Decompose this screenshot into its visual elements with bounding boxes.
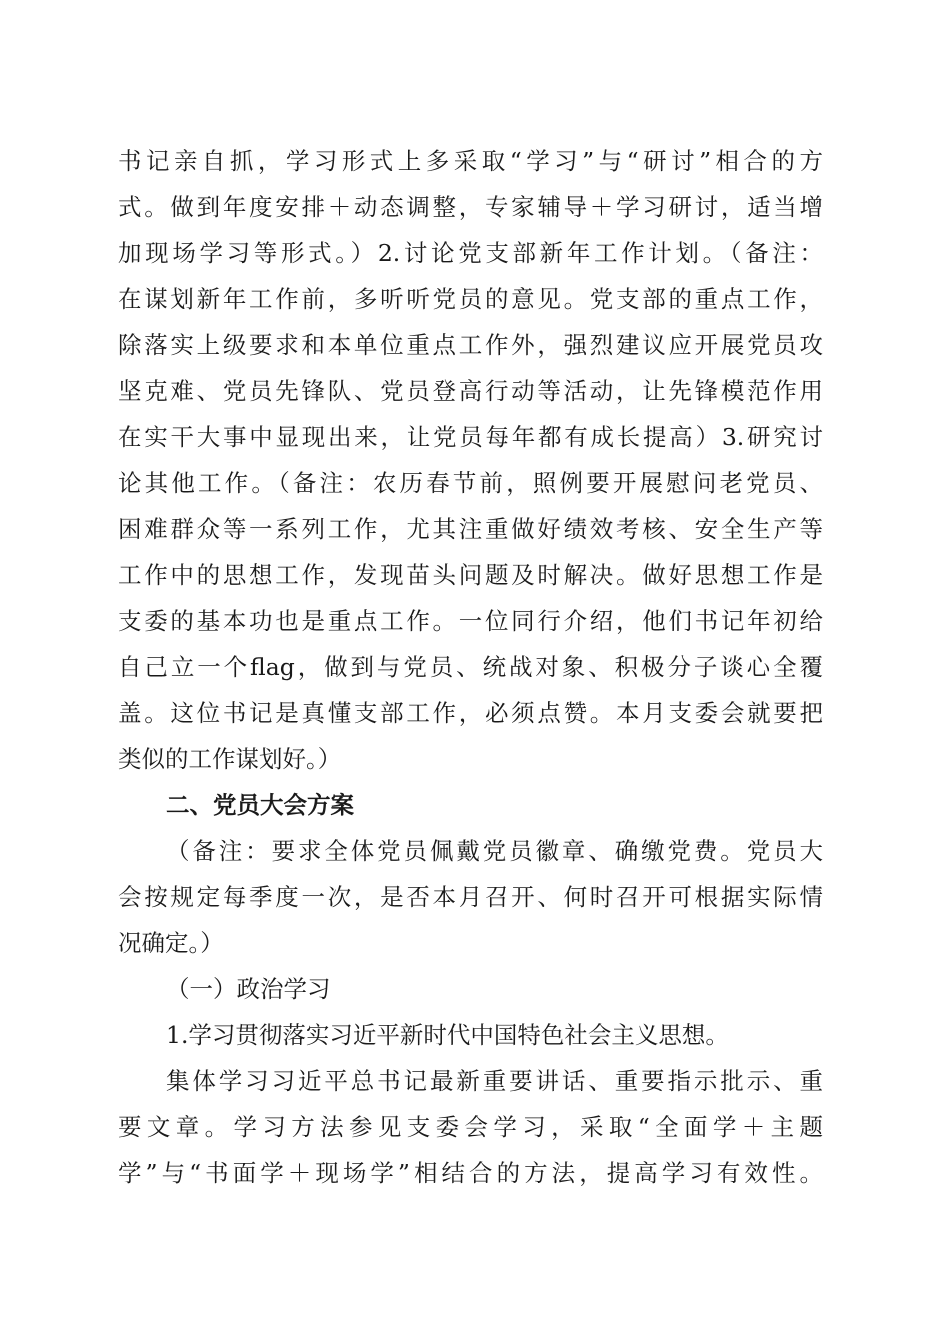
section-heading: 二、党员大会方案 [166,791,354,819]
text-line: 自己立一个flag，做到与党员、统战对象、积极分子谈心全覆 [118,653,823,681]
note-line: （备注：要求全体党员佩戴党员徽章、确缴党费。党员大 [166,837,823,865]
text-line: 式。做到年度安排＋动态调整，专家辅导＋学习研讨，适当增 [118,193,823,221]
text-line: 类似的工作谋划好。） [118,745,342,773]
note-line: 会按规定每季度一次，是否本月召开、何时召开可根据实际情 [118,883,823,911]
text-line: 在实干大事中显现出来，让党员每年都有成长提高）3.研究讨 [118,423,823,451]
subsection-heading: （一）政治学习 [166,975,331,1003]
text-line: 学”与“书面学＋现场学”相结合的方法，提高学习有效性。 [118,1159,823,1187]
text-line: 坚克难、党员先锋队、党员登高行动等活动，让先锋模范作用 [118,377,823,405]
list-item: 1.学习贯彻落实习近平新时代中国特色社会主义思想。 [166,1021,729,1049]
text-line: 除落实上级要求和本单位重点工作外，强烈建议应开展党员攻 [118,331,823,359]
text-line: 工作中的思想工作，发现苗头问题及时解决。做好思想工作是 [118,561,823,589]
text-line: 盖。这位书记是真懂支部工作，必须点赞。本月支委会就要把 [118,699,823,727]
text-line: 困难群众等一系列工作，尤其注重做好绩效考核、安全生产等 [118,515,823,543]
text-line: 支委的基本功也是重点工作。一位同行介绍，他们书记年初给 [118,607,823,635]
text-line: 集体学习习近平总书记最新重要讲话、重要指示批示、重 [166,1067,823,1095]
text-line: 书记亲自抓，学习形式上多采取“学习”与“研讨”相合的方 [118,147,823,175]
note-line: 况确定。） [118,929,224,957]
text-line: 加现场学习等形式。）2.讨论党支部新年工作计划。（备注： [118,239,823,267]
text-line: 在谋划新年工作前，多听听党员的意见。党支部的重点工作， [118,285,823,313]
text-line: 论其他工作。（备注：农历春节前，照例要开展慰问老党员、 [118,469,823,497]
text-line: 要文章。学习方法参见支委会学习，采取“全面学＋主题 [118,1113,823,1141]
